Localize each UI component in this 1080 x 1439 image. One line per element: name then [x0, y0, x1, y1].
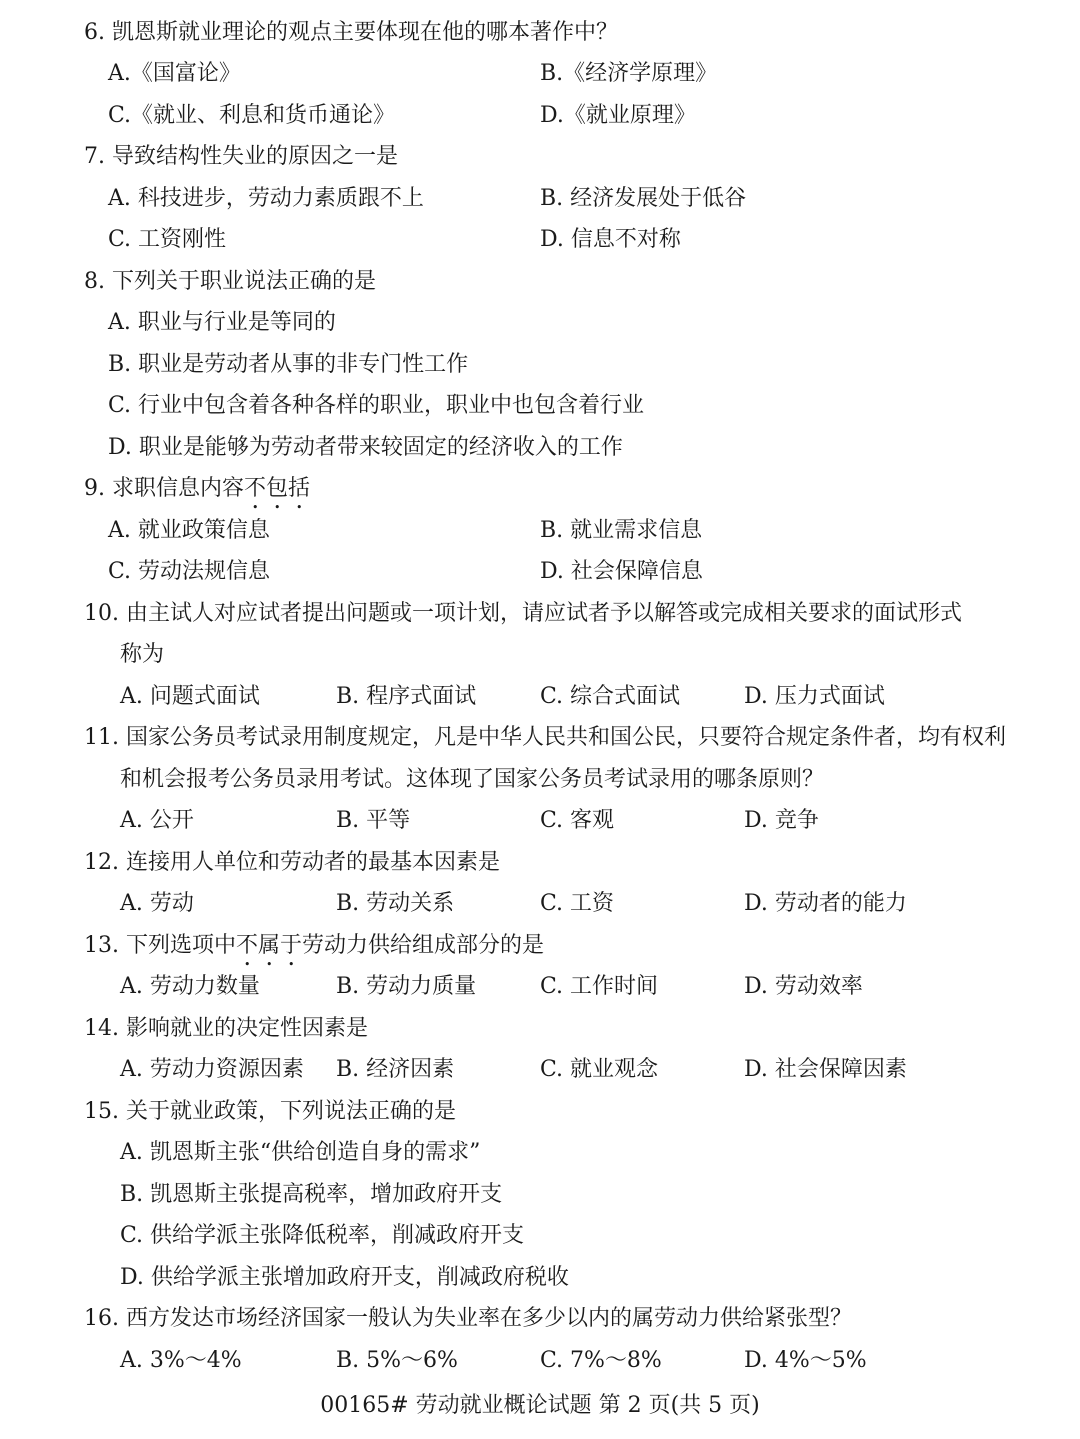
question-9-option-b: B. 就业需求信息	[540, 518, 703, 543]
question-14-option-c: C. 就业观念	[540, 1057, 659, 1082]
question-10-option-a: A. 问题式面试	[120, 684, 260, 709]
question-10-option-d: D. 压力式面试	[744, 684, 885, 709]
question-14-stem: 14. 影响就业的决定性因素是	[84, 1016, 368, 1041]
question-9-option-c: C. 劳动法规信息	[108, 559, 271, 584]
question-12-stem: 12. 连接用人单位和劳动者的最基本因素是	[84, 850, 500, 875]
question-16-option-b: B. 5%～6%	[336, 1348, 458, 1373]
question-11-option-d: D. 竞争	[744, 808, 819, 833]
question-14-option-b: B. 经济因素	[336, 1057, 455, 1082]
question-7-stem: 7. 导致结构性失业的原因之一是	[84, 144, 398, 169]
question-13-stem	[84, 925, 544, 967]
question-15-option-a: A. 凯恩斯主张“供给创造自身的需求”	[120, 1140, 481, 1165]
question-12-option-d: D. 劳动者的能力	[744, 891, 907, 916]
question-8-stem: 8. 下列关于职业说法正确的是	[84, 269, 376, 294]
question-12-option-b: B. 劳动关系	[336, 891, 455, 916]
question-11-option-a: A. 公开	[120, 808, 194, 833]
question-6-stem: 6. 凯恩斯就业理论的观点主要体现在他的哪本著作中？	[84, 20, 618, 45]
question-7-option-b: B. 经济发展处于低谷	[540, 186, 747, 211]
question-12-option-c: C. 工资	[540, 891, 615, 916]
question-10-stem: 10. 由主试人对应试者提出问题或一项计划，请应试者予以解答或完成相关要求的面试形式	[84, 601, 962, 626]
question-6-option-b: B.《经济学原理》	[540, 61, 718, 86]
question-15-option-b: B. 凯恩斯主张提高税率，增加政府开支	[120, 1182, 503, 1207]
question-16-option-c: C. 7%～8%	[540, 1348, 662, 1373]
question-13-stem-text: 13. 下列选项中	[84, 933, 236, 958]
question-10-option-c: C. 综合式面试	[540, 684, 681, 709]
question-11-stem: 11. 国家公务员考试录用制度规定，凡是中华人民共和国公民，只要符合规定条件者，均有权利	[84, 725, 1006, 750]
question-9-option-a: A. 就业政策信息	[108, 518, 270, 543]
question-13-option-b: B. 劳动力质量	[336, 974, 477, 999]
question-7-option-d: D. 信息不对称	[540, 227, 681, 252]
question-10-stem-continued: 称为	[120, 642, 165, 667]
question-9-option-d: D. 社会保障信息	[540, 559, 703, 584]
question-14-option-a: A. 劳动力资源因素	[120, 1057, 304, 1082]
question-7-option-a: A. 科技进步，劳动力素质跟不上	[108, 186, 424, 211]
question-15-option-c: C. 供给学派主张降低税率，削减政府开支	[120, 1223, 525, 1248]
question-11-option-b: B. 平等	[336, 808, 411, 833]
question-13-option-a: A. 劳动力数量	[120, 974, 260, 999]
question-8-option-a: A. 职业与行业是等同的	[108, 310, 336, 335]
question-13-option-c: C. 工作时间	[540, 974, 659, 999]
question-6-option-d: D.《就业原理》	[540, 103, 696, 128]
question-15-option-d: D. 供给学派主张增加政府开支，削减政府税收	[120, 1265, 569, 1290]
question-11-stem-continued: 和机会报考公务员录用考试。这体现了国家公务员考试录用的哪条原则？	[120, 767, 825, 792]
question-6-option-a: A.《国富论》	[108, 61, 241, 86]
question-8-option-b: B. 职业是劳动者从事的非专门性工作	[108, 352, 469, 377]
question-9-emphasis: 不包括	[243, 476, 310, 501]
question-16-option-d: D. 4%～5%	[744, 1348, 867, 1373]
question-13-stem-text-end: 劳动力供给组成部分的是	[302, 933, 545, 958]
question-10-option-b: B. 程序式面试	[336, 684, 477, 709]
question-16-option-a: A. 3%～4%	[120, 1348, 242, 1373]
question-15-stem: 15. 关于就业政策，下列说法正确的是	[84, 1099, 456, 1124]
question-9-stem	[84, 468, 310, 510]
question-13-emphasis: 不属于	[235, 933, 302, 958]
question-11-option-c: C. 客观	[540, 808, 615, 833]
question-9-stem-text: 9. 求职信息内容	[84, 476, 244, 501]
question-7-option-c: C. 工资刚性	[108, 227, 227, 252]
question-6-option-c: C.《就业、利息和货币通论》	[108, 103, 396, 128]
question-13-option-d: D. 劳动效率	[744, 974, 863, 999]
page-footer: 00165# 劳动就业概论试题 第 2 页(共 5 页)	[320, 1393, 760, 1418]
question-16-stem: 16. 西方发达市场经济国家一般认为失业率在多少以内的属劳动力供给紧张型？	[84, 1306, 852, 1331]
question-8-option-d: D. 职业是能够为劳动者带来较固定的经济收入的工作	[108, 435, 623, 460]
question-14-option-d: D. 社会保障因素	[744, 1057, 907, 1082]
question-8-option-c: C. 行业中包含着各种各样的职业，职业中也包含着行业	[108, 393, 645, 418]
question-12-option-a: A. 劳动	[120, 891, 194, 916]
